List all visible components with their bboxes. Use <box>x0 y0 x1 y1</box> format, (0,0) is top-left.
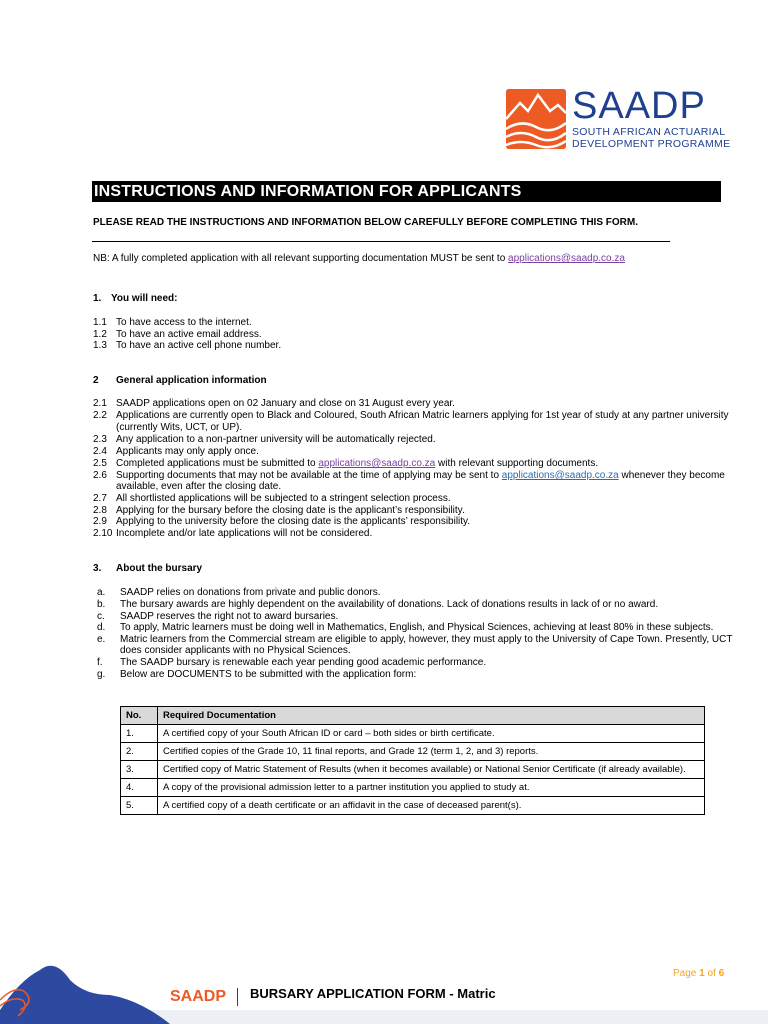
table-row <box>121 725 705 743</box>
list-item-num: 2.10 <box>93 528 113 539</box>
list-item-text-pre: Completed applications must be submitted to <box>116 458 319 469</box>
list-item-num: 1.1 <box>93 317 107 328</box>
required-documents-table <box>120 706 705 815</box>
list-item-num: 2.5 <box>93 458 107 469</box>
list-item-text-post: whenever they become <box>618 470 725 481</box>
list-item-text: Below are DOCUMENTS to be submitted with the application form: <box>120 669 417 680</box>
footer-logo: SAADP <box>170 988 227 1005</box>
list-item-text-pre: Supporting documents that may not be available at the time of applying may be sent to <box>116 470 502 481</box>
list-item-num: f. <box>97 657 103 668</box>
list-item-text-cont: available, even after the closing date. <box>116 481 282 492</box>
logo-subtitle-line1: SOUTH AFRICAN ACTUARIAL <box>572 126 726 138</box>
section3-heading: About the bursary <box>116 563 203 574</box>
nb-email-link[interactable]: applications@saadp.co.za <box>508 253 625 264</box>
read-instruction: PLEASE READ THE INSTRUCTIONS AND INFORMATION BELOW CAREFULLY BEFORE COMPLETING THIS FORM. <box>93 217 639 228</box>
table-cell-no: 3. <box>121 761 158 779</box>
column-header-documentation: Required Documentation <box>158 707 705 725</box>
list-item-text: Incomplete and/or late applications will not be considered. <box>116 528 373 539</box>
page-of: of <box>704 968 719 979</box>
nb-paragraph <box>93 253 625 265</box>
list-item-text: Applicants may only apply once. <box>116 446 259 457</box>
list-item-num: 2.3 <box>93 434 107 445</box>
list-item-text-post: with relevant supporting documents. <box>435 458 599 469</box>
list-item-num: 2.9 <box>93 516 107 527</box>
list-item-num: 2.1 <box>93 398 107 409</box>
table-cell-doc: A certified copy of your South African ID or card – both sides or birth certificate. <box>158 725 705 743</box>
list-item-num: b. <box>97 599 106 610</box>
table-cell-doc: A certified copy of a death certificate or an affidavit in the case of deceased parent(s). <box>158 797 705 815</box>
section1-number: 1. <box>93 293 102 304</box>
table-cell-no: 4. <box>121 779 158 797</box>
list-item-text: Applying to the university before the closing date is the applicants’ responsibility. <box>116 516 471 527</box>
nb-text: NB: A fully completed application with all relevant supporting documentation MUST be sent to <box>93 253 509 264</box>
list-item-text-cont: (currently Wits, UCT, or UP). <box>116 422 243 433</box>
table-cell-no: 2. <box>121 743 158 761</box>
page-total: 6 <box>718 968 725 979</box>
section2-heading: General application information <box>116 375 267 386</box>
list-item-num: 1.3 <box>93 340 107 351</box>
table-cell-doc: Certified copy of Matric Statement of Results (when it becomes available) or National Senior Certificate (if already available). <box>158 761 705 779</box>
list-item-num: 1.2 <box>93 329 107 340</box>
list-item-num: c. <box>97 611 105 622</box>
list-item-text: Applications are currently open to Black and Coloured, South African Matric learners applying for 1st year of study at any partner university <box>116 410 729 421</box>
logo-subtitle-line2: DEVELOPMENT PROGRAMME <box>572 138 731 150</box>
list-item-num: 2.4 <box>93 446 107 457</box>
list-item-num: a. <box>97 587 106 598</box>
list-item-num: 2.2 <box>93 410 107 421</box>
table-cell-no: 1. <box>121 725 158 743</box>
table-row <box>121 743 705 761</box>
email-link[interactable]: applications@saadp.co.za <box>318 458 436 469</box>
list-item-text: To have an active cell phone number. <box>116 340 282 351</box>
footer-title: BURSARY APPLICATION FORM - Matric <box>250 986 496 1001</box>
list-item-text: SAADP applications open on 02 January and close on 31 August every year. <box>116 398 455 409</box>
mountain-decoration-icon <box>0 940 200 1024</box>
page-title: INSTRUCTIONS AND INFORMATION FOR APPLICANTS <box>94 183 522 200</box>
list-item-text: Matric learners from the Commercial stream are eligible to apply, however, they must apply to the University of Cape Town. Presently, UCT <box>120 634 733 645</box>
list-item-text: Any application to a non-partner university will be automatically rejected. <box>116 434 436 445</box>
list-item-num: 2.8 <box>93 505 107 516</box>
list-item-num: d. <box>97 622 106 633</box>
table-row <box>121 761 705 779</box>
saadp-logo-mark <box>506 89 566 149</box>
table-header-row <box>121 707 705 725</box>
list-item-text: The bursary awards are highly dependent on the availability of donations. Lack of donations results in lack of or no award. <box>120 599 659 610</box>
list-item-text: The SAADP bursary is renewable each year pending good academic performance. <box>120 657 487 668</box>
divider-line <box>92 241 670 242</box>
list-item-text: SAADP reserves the right not to award bursaries. <box>120 611 339 622</box>
list-item-text: To have an active email address. <box>116 329 262 340</box>
list-item-text-cont: does consider applicants with no Physical Sciences. <box>120 645 351 656</box>
list-item-num: 2.7 <box>93 493 107 504</box>
page-number <box>673 968 724 980</box>
table-cell-doc: A copy of the provisional admission letter to a partner institution you applied to study at. <box>158 779 705 797</box>
list-item-text: To apply, Matric learners must be doing well in Mathematics, English, and Physical Sciences, achieving at least 80% in these subjects. <box>120 622 714 633</box>
list-item-text: SAADP relies on donations from private and public donors. <box>120 587 381 598</box>
section2-number: 2 <box>93 375 99 386</box>
table-row <box>121 797 705 815</box>
list-item-text: All shortlisted applications will be subjected to a stringent selection process. <box>116 493 451 504</box>
list-item-text: To have access to the internet. <box>116 317 252 328</box>
list-item-text <box>116 458 598 470</box>
page-current: 1 <box>699 968 705 979</box>
table-cell-no: 5. <box>121 797 158 815</box>
column-header-no: No. <box>121 707 158 725</box>
list-item-num: g. <box>97 669 106 680</box>
footer-separator <box>237 988 238 1006</box>
section1-heading: You will need: <box>111 293 178 304</box>
list-item-num: 2.6 <box>93 470 107 481</box>
list-item-text: Applying for the bursary before the closing date is the applicant’s responsibility. <box>116 505 465 516</box>
page-label: Page <box>673 968 700 979</box>
section3-number: 3. <box>93 563 102 574</box>
list-item-num: e. <box>97 634 106 645</box>
table-cell-doc: Certified copies of the Grade 10, 11 final reports, and Grade 12 (term 1, 2, and 3) reports. <box>158 743 705 761</box>
email-link[interactable]: applications@saadp.co.za <box>501 470 619 481</box>
table-row <box>121 779 705 797</box>
mountain-waves-icon <box>506 89 566 149</box>
logo-wordmark: SAADP <box>572 85 706 127</box>
